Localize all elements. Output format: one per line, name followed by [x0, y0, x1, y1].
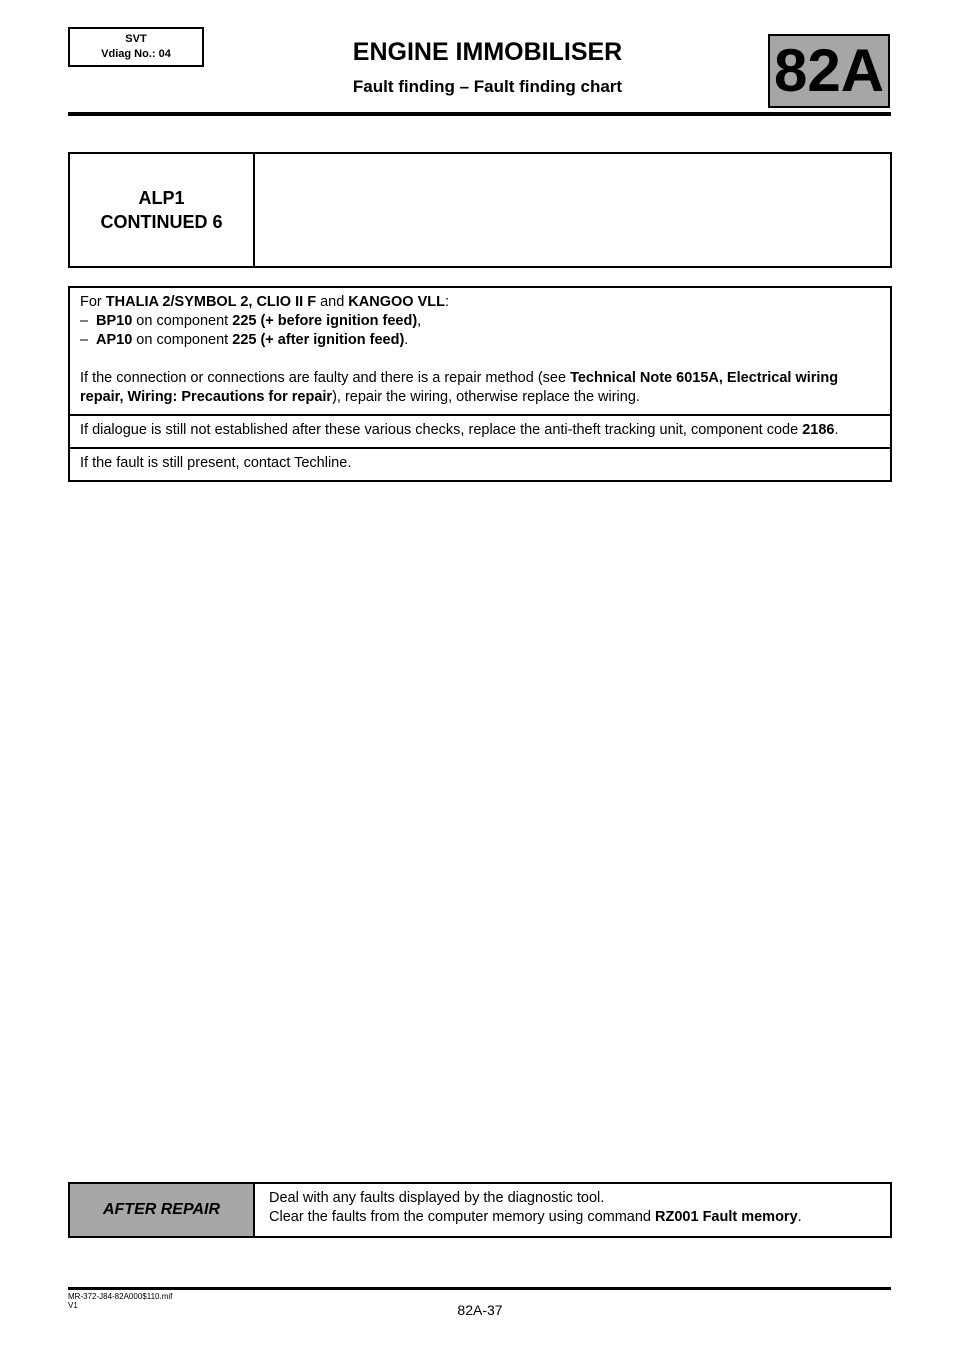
check-item-ap10 [80, 331, 880, 350]
vehicle-models: THALIA 2/SYMBOL 2, CLIO II F [105, 294, 317, 310]
after-repair-box [68, 1182, 892, 1238]
text-repair-prefix: If the connection or connections are faulty and there is a repair method (see [80, 370, 571, 386]
after-repair-line2 [269, 1208, 802, 1227]
svt-vdiag-box [68, 27, 204, 67]
after-repair-content [255, 1184, 816, 1236]
component-code: 2186 [802, 422, 835, 438]
text-and: and [316, 294, 349, 310]
text-punct: . [834, 422, 839, 438]
page-number: 82A-37 [457, 1302, 503, 1318]
text-for: For [80, 294, 106, 310]
text-punct: . [797, 1209, 802, 1225]
vehicle-model-kangoo: KANGOO VLL [348, 294, 445, 310]
version-label: V1 [68, 1301, 78, 1310]
procedure-step-contact-techline [70, 447, 890, 480]
alp-continued: CONTINUED 6 [100, 212, 223, 232]
page-subtitle: Fault finding – Fault finding chart [352, 77, 623, 96]
procedure-table [68, 286, 892, 482]
svt-label: SVT [125, 33, 147, 45]
replace-instruction [80, 421, 880, 440]
repair-instruction [80, 369, 880, 407]
list-dash: – [80, 313, 89, 329]
alp-label-cell [70, 154, 255, 266]
paragraph-gap [80, 350, 880, 369]
procedure-step-replace-unit [70, 414, 890, 447]
header-divider [68, 112, 891, 116]
pin-code: AP10 [96, 332, 133, 348]
text-on-component: on component [132, 332, 233, 348]
footer-divider [68, 1287, 891, 1290]
text-clear-faults: Clear the faults from the computer memory using command [269, 1209, 656, 1225]
technical-note-ref: Technical Note 6015A, Electrical wiring repair, Wiring: Precautions for repair [80, 370, 839, 405]
procedure-step-connections [70, 288, 890, 414]
vehicle-line [80, 293, 880, 312]
text-on-component: on component [132, 313, 233, 329]
text-repair-suffix: ), repair the wiring, otherwise replace the wiring. [332, 389, 640, 405]
section-code-badge: 82A [768, 34, 890, 108]
command-ref: RZ001 Fault memory [655, 1209, 798, 1225]
file-reference: MR-372-J84-82A000$110.mif [68, 1292, 173, 1301]
list-dash: – [80, 332, 89, 348]
alp-code: ALP1 [138, 188, 185, 208]
component-ref: 225 (+ before ignition feed) [232, 313, 418, 329]
after-repair-label: AFTER REPAIR [70, 1184, 255, 1236]
after-repair-line1: Deal with any faults displayed by the diagnostic tool. [269, 1190, 605, 1206]
alp-header-box [68, 152, 892, 268]
techline-instruction: If the fault is still present, contact Techline. [80, 455, 352, 471]
pin-code: BP10 [96, 313, 133, 329]
text-replace: If dialogue is still not established after these various checks, replace the anti-theft tracking unit, component code [80, 422, 803, 438]
text-punct: , [417, 313, 422, 329]
text-punct: . [404, 332, 409, 348]
vdiag-label: Vdiag No.: 04 [101, 48, 171, 60]
text-colon: : [444, 294, 449, 310]
check-item-bp10 [80, 312, 880, 331]
component-ref: 225 (+ after ignition feed) [232, 332, 405, 348]
page-title: ENGINE IMMOBILISER [352, 38, 623, 66]
